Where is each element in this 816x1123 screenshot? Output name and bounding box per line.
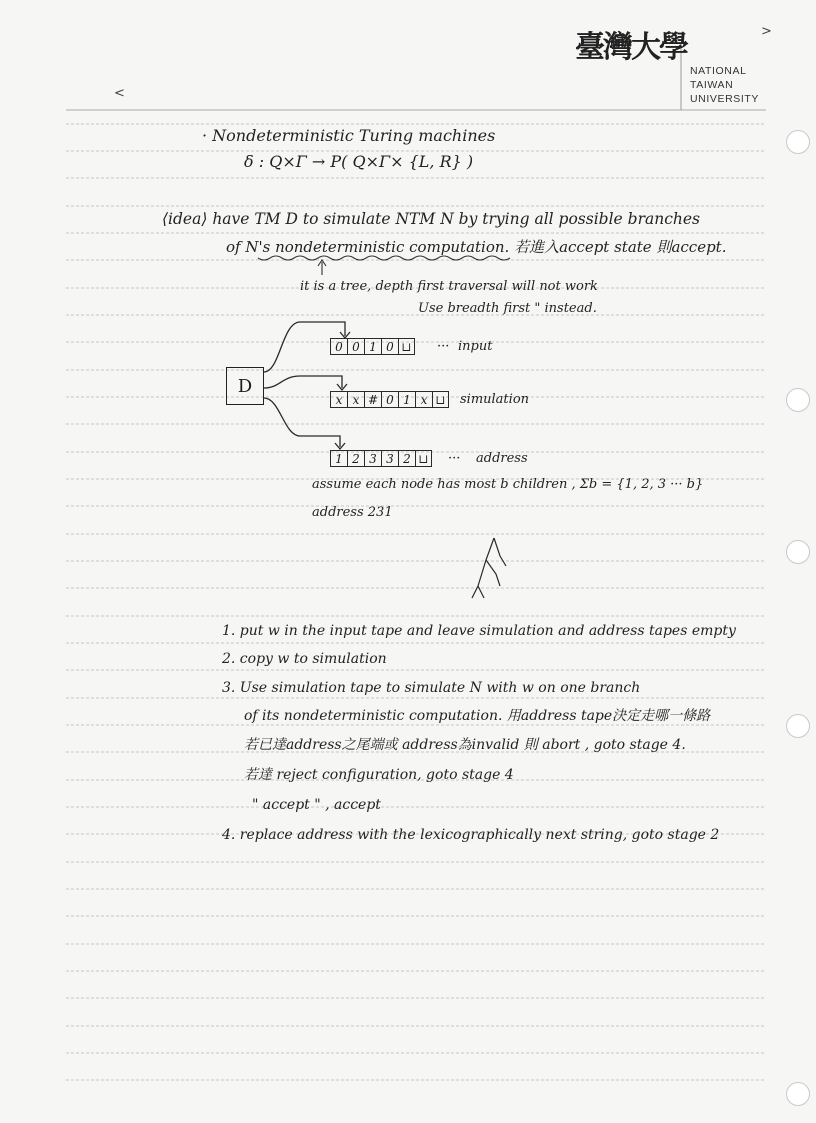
idea-line-1: ⟨idea⟩ have TM D to simulate NTM N by trying all possible branches bbox=[162, 210, 700, 228]
next-page-chevron[interactable]: > bbox=[761, 24, 772, 39]
step-1: 1. put w in the input tape and leave simulation and address tapes empty bbox=[222, 623, 736, 639]
simulation-tape bbox=[330, 391, 449, 408]
section-heading: · Nondeterministic Turing machines bbox=[202, 126, 496, 145]
tape-trail: ··· bbox=[437, 339, 450, 354]
tape-trail: ··· bbox=[448, 451, 461, 466]
address-example: address 231 bbox=[312, 505, 393, 520]
tape-cell: x bbox=[347, 391, 364, 408]
tape-cell: 3 bbox=[364, 450, 381, 467]
logo-line: TAIWAN bbox=[690, 79, 734, 91]
step-3-reject-rule: 若達 reject configuration, goto stage 4 bbox=[244, 767, 514, 783]
tape-cell: 0 bbox=[330, 338, 347, 355]
tape-cell: 0 bbox=[381, 391, 398, 408]
step-2: 2. copy w to simulation bbox=[222, 651, 387, 667]
step-3-accept-rule: " accept " , accept bbox=[252, 797, 381, 813]
tape-cell: 0 bbox=[347, 338, 364, 355]
transition-function: δ : Q×Γ → P( Q×Γ× {L, R} ) bbox=[244, 152, 474, 171]
tape-cell: 2 bbox=[398, 450, 415, 467]
step-4: 4. replace address with the lexicographically next string, goto stage 2 bbox=[222, 827, 720, 843]
tape-cell: x bbox=[330, 391, 347, 408]
tape-cell: 1 bbox=[330, 450, 347, 467]
logo-line: UNIVERSITY bbox=[690, 93, 760, 105]
tape-cell: 1 bbox=[398, 391, 415, 408]
tape-cell: 0 bbox=[381, 338, 398, 355]
tape-cell: x bbox=[415, 391, 432, 408]
tree-note: it is a tree, depth first traversal will not work bbox=[300, 279, 598, 294]
idea-line-2: of N's nondeterministic computation. 若進入accept state 則accept. bbox=[226, 238, 727, 256]
address-tape-label: address bbox=[476, 451, 528, 466]
tape-cell: 3 bbox=[381, 450, 398, 467]
input-tape bbox=[330, 338, 415, 355]
logo-line: NATIONAL bbox=[690, 65, 747, 77]
machine-d-box: D bbox=[226, 367, 264, 405]
step-3-abort-rule: 若已達address之尾端或 address為invalid 則 abort , goto stage 4. bbox=[244, 737, 686, 753]
address-tape bbox=[330, 450, 432, 467]
tape-cell: ⊔ bbox=[398, 338, 415, 355]
step-3-continued: of its nondeterministic computation. 用address tape決定走哪一條路 bbox=[244, 708, 711, 724]
breadth-first-note: Use breadth first " instead. bbox=[418, 301, 597, 316]
tape-cell: ⊔ bbox=[432, 391, 449, 408]
tape-cell: 2 bbox=[347, 450, 364, 467]
prev-page-chevron[interactable]: < bbox=[114, 86, 125, 101]
branching-assumption: assume each node has most b children , Σb = {1, 2, 3 ··· b} bbox=[312, 477, 704, 492]
tape-cell: 1 bbox=[364, 338, 381, 355]
tape-cell: ⊔ bbox=[415, 450, 432, 467]
tape-cell: # bbox=[364, 391, 381, 408]
university-seal-text: 臺灣大學 bbox=[575, 30, 687, 65]
input-tape-label: input bbox=[458, 339, 493, 354]
step-3: 3. Use simulation tape to simulate N with w on one branch bbox=[222, 680, 641, 696]
simulation-tape-label: simulation bbox=[460, 392, 530, 407]
